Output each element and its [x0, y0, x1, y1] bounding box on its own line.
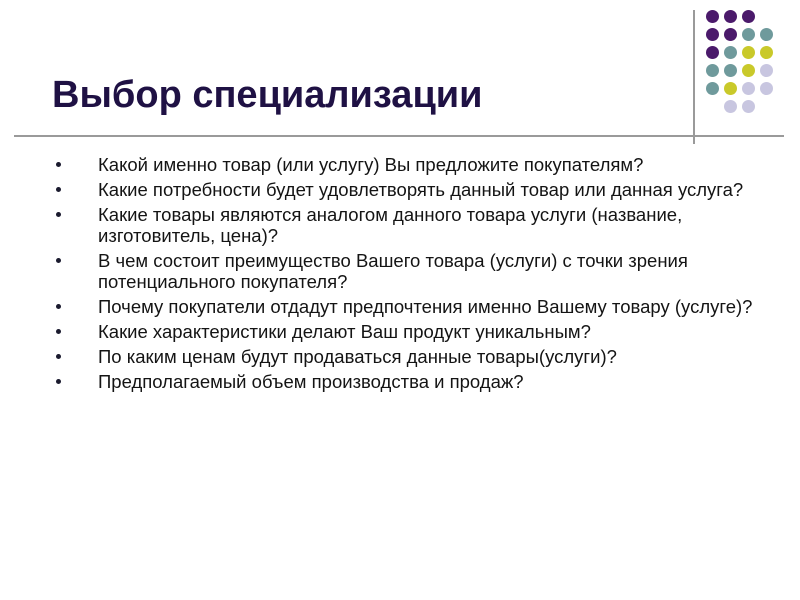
bullet-text: По каким ценам будут продаваться данные товары(услуги)? — [98, 346, 617, 367]
decorative-dot — [724, 10, 737, 23]
bullet-item — [56, 154, 756, 175]
decorative-dot — [760, 64, 773, 77]
bullet-item — [56, 204, 756, 246]
decorative-dot — [724, 82, 737, 95]
bullet-text: Какие потребности будет удовлетворять данный товар или данная услуга? — [98, 179, 744, 200]
vertical-divider — [693, 10, 695, 144]
decorative-dot — [706, 64, 719, 77]
decorative-dot — [742, 10, 755, 23]
bullet-dot-icon — [56, 258, 61, 263]
decorative-dot — [724, 100, 737, 113]
decorative-dot — [706, 28, 719, 41]
bullet-text: Предполагаемый объем производства и продаж? — [98, 371, 524, 392]
decorative-dot — [724, 46, 737, 59]
decorative-dot — [760, 82, 773, 95]
decorative-dot — [742, 28, 755, 41]
horizontal-divider — [14, 135, 784, 137]
bullet-text: Почему покупатели отдадут предпочтения именно Вашему товару (услуге)? — [98, 296, 753, 317]
bullet-text: Какие характеристики делают Ваш продукт уникальным? — [98, 321, 591, 342]
decorative-dot — [760, 46, 773, 59]
decorative-dot — [742, 46, 755, 59]
bullet-text: Какие товары являются аналогом данного товара услуги (название, изготовитель, цена)? — [98, 204, 683, 246]
decorative-dot — [724, 28, 737, 41]
bullet-text: В чем состоит преимущество Вашего товара (услуги) с точки зрения потенциального покупателя? — [98, 250, 688, 292]
bullet-item — [56, 371, 756, 392]
bullet-text: Какой именно товар (или услугу) Вы предложите покупателям? — [98, 154, 644, 175]
bullet-item — [56, 296, 756, 317]
bullet-dot-icon — [56, 162, 61, 167]
bullet-dot-icon — [56, 212, 61, 217]
decorative-dot — [742, 100, 755, 113]
decorative-dot — [742, 82, 755, 95]
bullet-dot-icon — [56, 354, 61, 359]
decorative-dot-grid — [706, 10, 778, 130]
decorative-dot — [724, 64, 737, 77]
bullet-dot-icon — [56, 304, 61, 309]
decorative-dot — [706, 82, 719, 95]
bullet-dot-icon — [56, 187, 61, 192]
bullet-list — [56, 154, 756, 396]
bullet-item — [56, 346, 756, 367]
decorative-dot — [760, 28, 773, 41]
bullet-item — [56, 321, 756, 342]
slide-title: Выбор специализации — [52, 74, 483, 116]
bullet-dot-icon — [56, 329, 61, 334]
decorative-dot — [742, 64, 755, 77]
bullet-item — [56, 179, 756, 200]
bullet-dot-icon — [56, 379, 61, 384]
decorative-dot — [706, 10, 719, 23]
bullet-item — [56, 250, 756, 292]
decorative-dot — [706, 46, 719, 59]
